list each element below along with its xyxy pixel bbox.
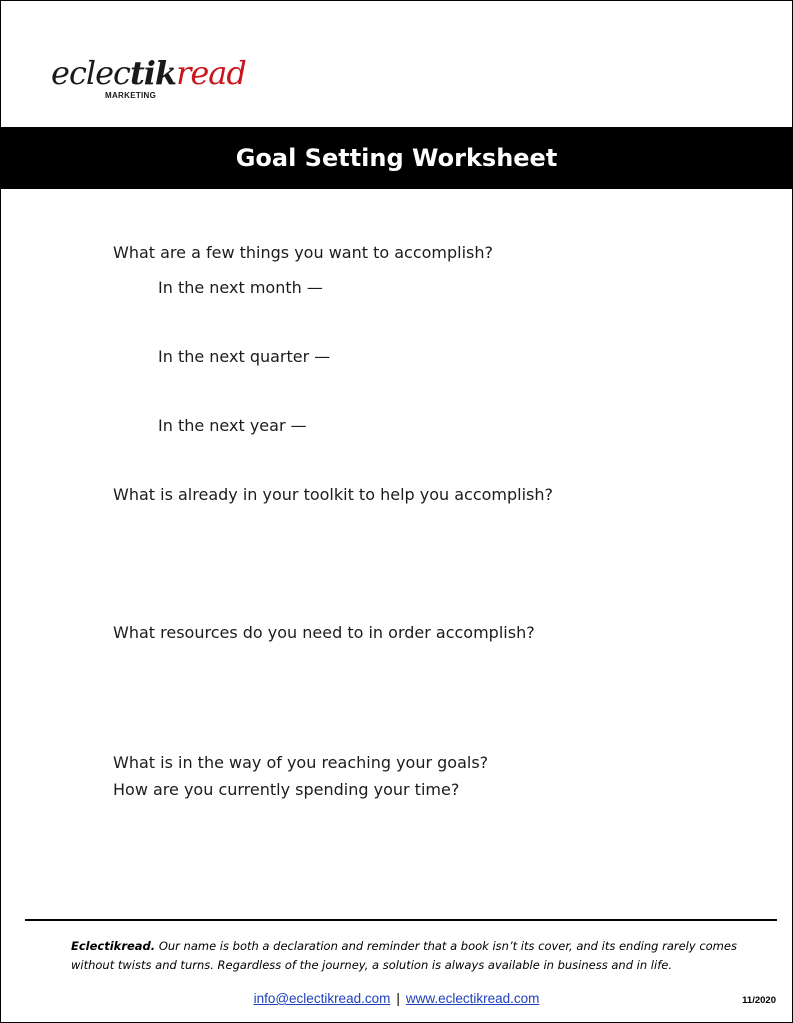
brand-part-1: eclec (51, 54, 130, 92)
prompt-next-month: In the next month — (158, 278, 323, 297)
email-link[interactable]: info@eclectikread.com (253, 991, 391, 1006)
prompt-next-quarter: In the next quarter — (158, 347, 331, 366)
question-time: How are you currently spending your time? (113, 780, 460, 799)
revision-date: 11/2020 (742, 995, 776, 1006)
question-accomplish: What are a few things you want to accomplish? (113, 243, 494, 262)
brand-logo (51, 53, 246, 105)
question-obstacles: What is in the way of you reaching your goals? (113, 753, 489, 772)
footer-about-text: Our name is both a declaration and reminder that a book isn’t its cover, and its ending rarely comes without twists and turns. Regardless of the journey, a solution is always available in business and in life. (71, 939, 737, 972)
footer-divider (25, 919, 777, 921)
question-resources: What resources do you need to in order accomplish? (113, 623, 535, 642)
footer-contact (1, 989, 792, 1009)
link-separator: | (396, 991, 400, 1006)
website-link[interactable]: www.eclectikread.com (405, 991, 540, 1006)
brand-wordmark (51, 53, 246, 93)
question-toolkit: What is already in your toolkit to help you accomplish? (113, 485, 554, 504)
brand-part-3: read (176, 54, 246, 92)
footer-about (71, 937, 751, 975)
title-banner (1, 127, 792, 189)
page-title: Goal Setting Worksheet (235, 144, 558, 172)
prompt-next-year: In the next year — (158, 416, 307, 435)
brand-subtitle: MARKETING (105, 91, 157, 100)
brand-part-2: tik (129, 54, 177, 92)
footer-company: Eclectikread. (71, 939, 156, 953)
